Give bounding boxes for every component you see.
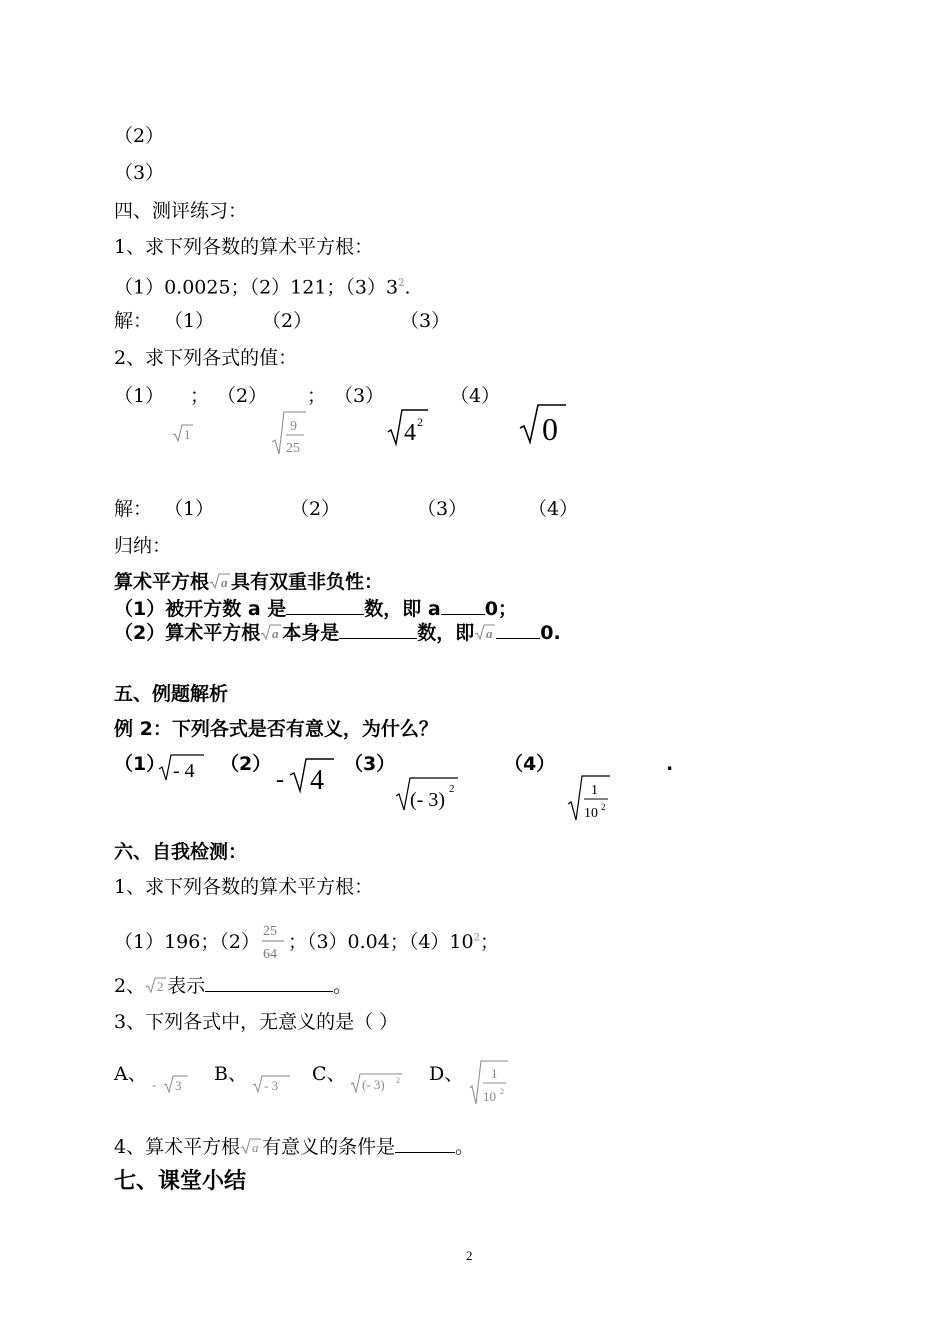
s4-b: 有意义的条件是: [262, 1136, 396, 1158]
option-b-neg3: - 3: [264, 1078, 279, 1093]
section-7-heading: 七、课堂小结: [114, 1169, 247, 1194]
p1-b: 数，即 a: [364, 598, 441, 620]
sqrt-4-squared-formula: [386, 406, 430, 448]
section-4-heading: 四、测评练习：: [114, 200, 248, 222]
p1-a: （1）被开方数 a 是: [114, 598, 287, 620]
p1-c: 0；: [484, 598, 517, 620]
sqrt-a-inline: [209, 572, 231, 590]
ans2-2: （2）: [290, 498, 341, 520]
blank-3[interactable]: [339, 620, 417, 639]
property-1: [114, 596, 517, 621]
option-d-exp: 2: [500, 1087, 504, 1096]
s1-c: ；: [480, 931, 500, 953]
fraction-25-64: [260, 920, 288, 964]
four-b: 4: [310, 765, 324, 795]
a: a: [221, 575, 228, 590]
one-over: 1: [591, 783, 598, 798]
s2-c: 。: [333, 975, 353, 997]
prop-b: 具有双重非负性：: [231, 571, 384, 593]
option-d-ten: 10: [483, 1089, 496, 1104]
q1-end: .: [404, 276, 411, 299]
q2-label-4: （4）: [450, 385, 501, 407]
property-line: [114, 570, 383, 594]
question-1-items: [114, 272, 411, 299]
sqrt-0-formula: [518, 402, 568, 446]
exp-two-b: 2: [449, 783, 455, 795]
sqrt-neg3-squared-formula: [394, 774, 462, 814]
sqrt-2-inline: [145, 976, 167, 994]
sqrt-1-over-10sq-formula: [566, 772, 612, 824]
item-2: （2）: [114, 125, 165, 147]
p2-a: （2）算术平方根: [114, 622, 261, 644]
p2-b: 本身是: [282, 622, 340, 644]
q2-label-1: （1）: [114, 385, 165, 407]
four: 4: [404, 420, 416, 446]
ten: 10: [584, 806, 598, 821]
self-check-2: [114, 973, 352, 998]
q2-label-3: （3）: [334, 385, 385, 407]
q2-sep-2: ；: [307, 385, 327, 407]
q2-sep-1: ；: [190, 385, 210, 407]
option-a-label: A、: [114, 1063, 147, 1085]
blank-1[interactable]: [286, 596, 364, 615]
option-a-minus: -: [152, 1077, 157, 1092]
f64: 64: [262, 947, 277, 962]
blank-4[interactable]: [496, 620, 540, 639]
ex-label-1: （1）: [114, 753, 166, 775]
ans2-4: （4）: [528, 498, 579, 520]
q2-label-2: （2）: [217, 385, 268, 407]
self-check-1-items: [114, 920, 499, 964]
sqrt-9-25-formula: [270, 408, 308, 458]
summary-label: 归纳：: [114, 535, 172, 557]
two-radicand: 2: [157, 979, 164, 994]
ans2-1: （1）: [164, 498, 215, 520]
p2-d: 0.: [540, 622, 561, 644]
section-5-heading: 五、例题解析: [114, 683, 229, 705]
blank-6[interactable]: [395, 1134, 455, 1153]
p2-c: 数，即: [417, 622, 475, 644]
exp-two-c: 2: [601, 802, 606, 812]
blank-2[interactable]: [441, 596, 485, 615]
property-2: [114, 620, 561, 645]
question-1: 1、求下列各数的算术平方根：: [114, 236, 374, 258]
neg3: (- 3): [410, 789, 445, 811]
option-c-neg3: (- 3): [362, 1077, 385, 1092]
option-a-three: 3: [175, 1078, 182, 1093]
option-d-one: 1: [491, 1066, 498, 1081]
s4-a: 4、算术平方根: [114, 1136, 241, 1158]
ans1-2: （2）: [262, 310, 313, 332]
self-check-3: 3、下列各式中，无意义的是（ ）: [114, 1011, 399, 1033]
s4-c: 。: [455, 1136, 475, 1158]
minus-sign: -: [276, 767, 284, 793]
s2-b: 表示: [167, 975, 206, 997]
ans2-label: 解：: [114, 498, 153, 520]
option-d-formula[interactable]: [468, 1058, 510, 1108]
example-2: 例 2：下列各式是否有意义，为什么？: [114, 718, 438, 740]
ex-label-3: （3）: [344, 753, 396, 775]
a: a: [252, 1140, 259, 1155]
sqrt-a-inline-3: [474, 623, 496, 641]
frac-den: 25: [286, 441, 300, 456]
item-3: （3）: [114, 162, 165, 184]
option-c-formula[interactable]: [350, 1070, 406, 1096]
option-a-formula[interactable]: [152, 1072, 192, 1096]
ans1-3: （3）: [400, 310, 451, 332]
option-b-formula[interactable]: [252, 1072, 292, 1096]
f25: 25: [262, 924, 277, 939]
ans2-3: （3）: [417, 498, 468, 520]
ex-end-dot: .: [666, 753, 674, 775]
s1-b: ；（3）0.04；（4）10: [287, 931, 474, 953]
option-c-label: C、: [312, 1063, 346, 1085]
q1-exponent: 2: [398, 278, 405, 289]
ex-label-2: （2）: [220, 753, 272, 775]
page-number: 2: [466, 1248, 473, 1263]
sqrt1-radicand: 1: [184, 427, 191, 442]
neg4: - 4: [173, 760, 195, 782]
self-check-1: 1、求下列各数的算术平方根：: [114, 876, 374, 898]
neg-sqrt4-formula: [274, 755, 338, 795]
a: a: [272, 626, 279, 641]
zero: 0: [542, 411, 558, 446]
self-check-4: [114, 1134, 474, 1159]
option-c-exp: 2: [396, 1076, 400, 1085]
question-2: 2、求下列各式的值：: [114, 347, 298, 369]
ex-label-4: （4）: [504, 753, 556, 775]
sqrt-a-inline-2: [260, 623, 282, 641]
ans1-1: （1）: [164, 310, 215, 332]
sqrt-neg4-formula: [158, 752, 206, 782]
section-6-heading: 六、自我检测：: [114, 841, 248, 863]
exp-two: 2: [417, 415, 423, 429]
s1-a: （1）196；（2）: [114, 931, 260, 953]
blank-5[interactable]: [205, 973, 333, 992]
s1-exponent: 2: [473, 932, 480, 944]
option-d-label: D、: [429, 1063, 464, 1085]
sqrt-1-formula: [172, 422, 194, 444]
ans1-label: 解：: [114, 310, 153, 332]
q1-items-text: （1）0.0025；（2）121；（3）3: [114, 276, 399, 299]
frac-num: 9: [290, 419, 297, 434]
a: a: [486, 626, 493, 641]
prop-a: 算术平方根: [114, 571, 210, 593]
s2-a: 2、: [114, 975, 146, 997]
sqrt-a-inline-4: [240, 1137, 262, 1155]
option-b-label: B、: [214, 1063, 247, 1085]
